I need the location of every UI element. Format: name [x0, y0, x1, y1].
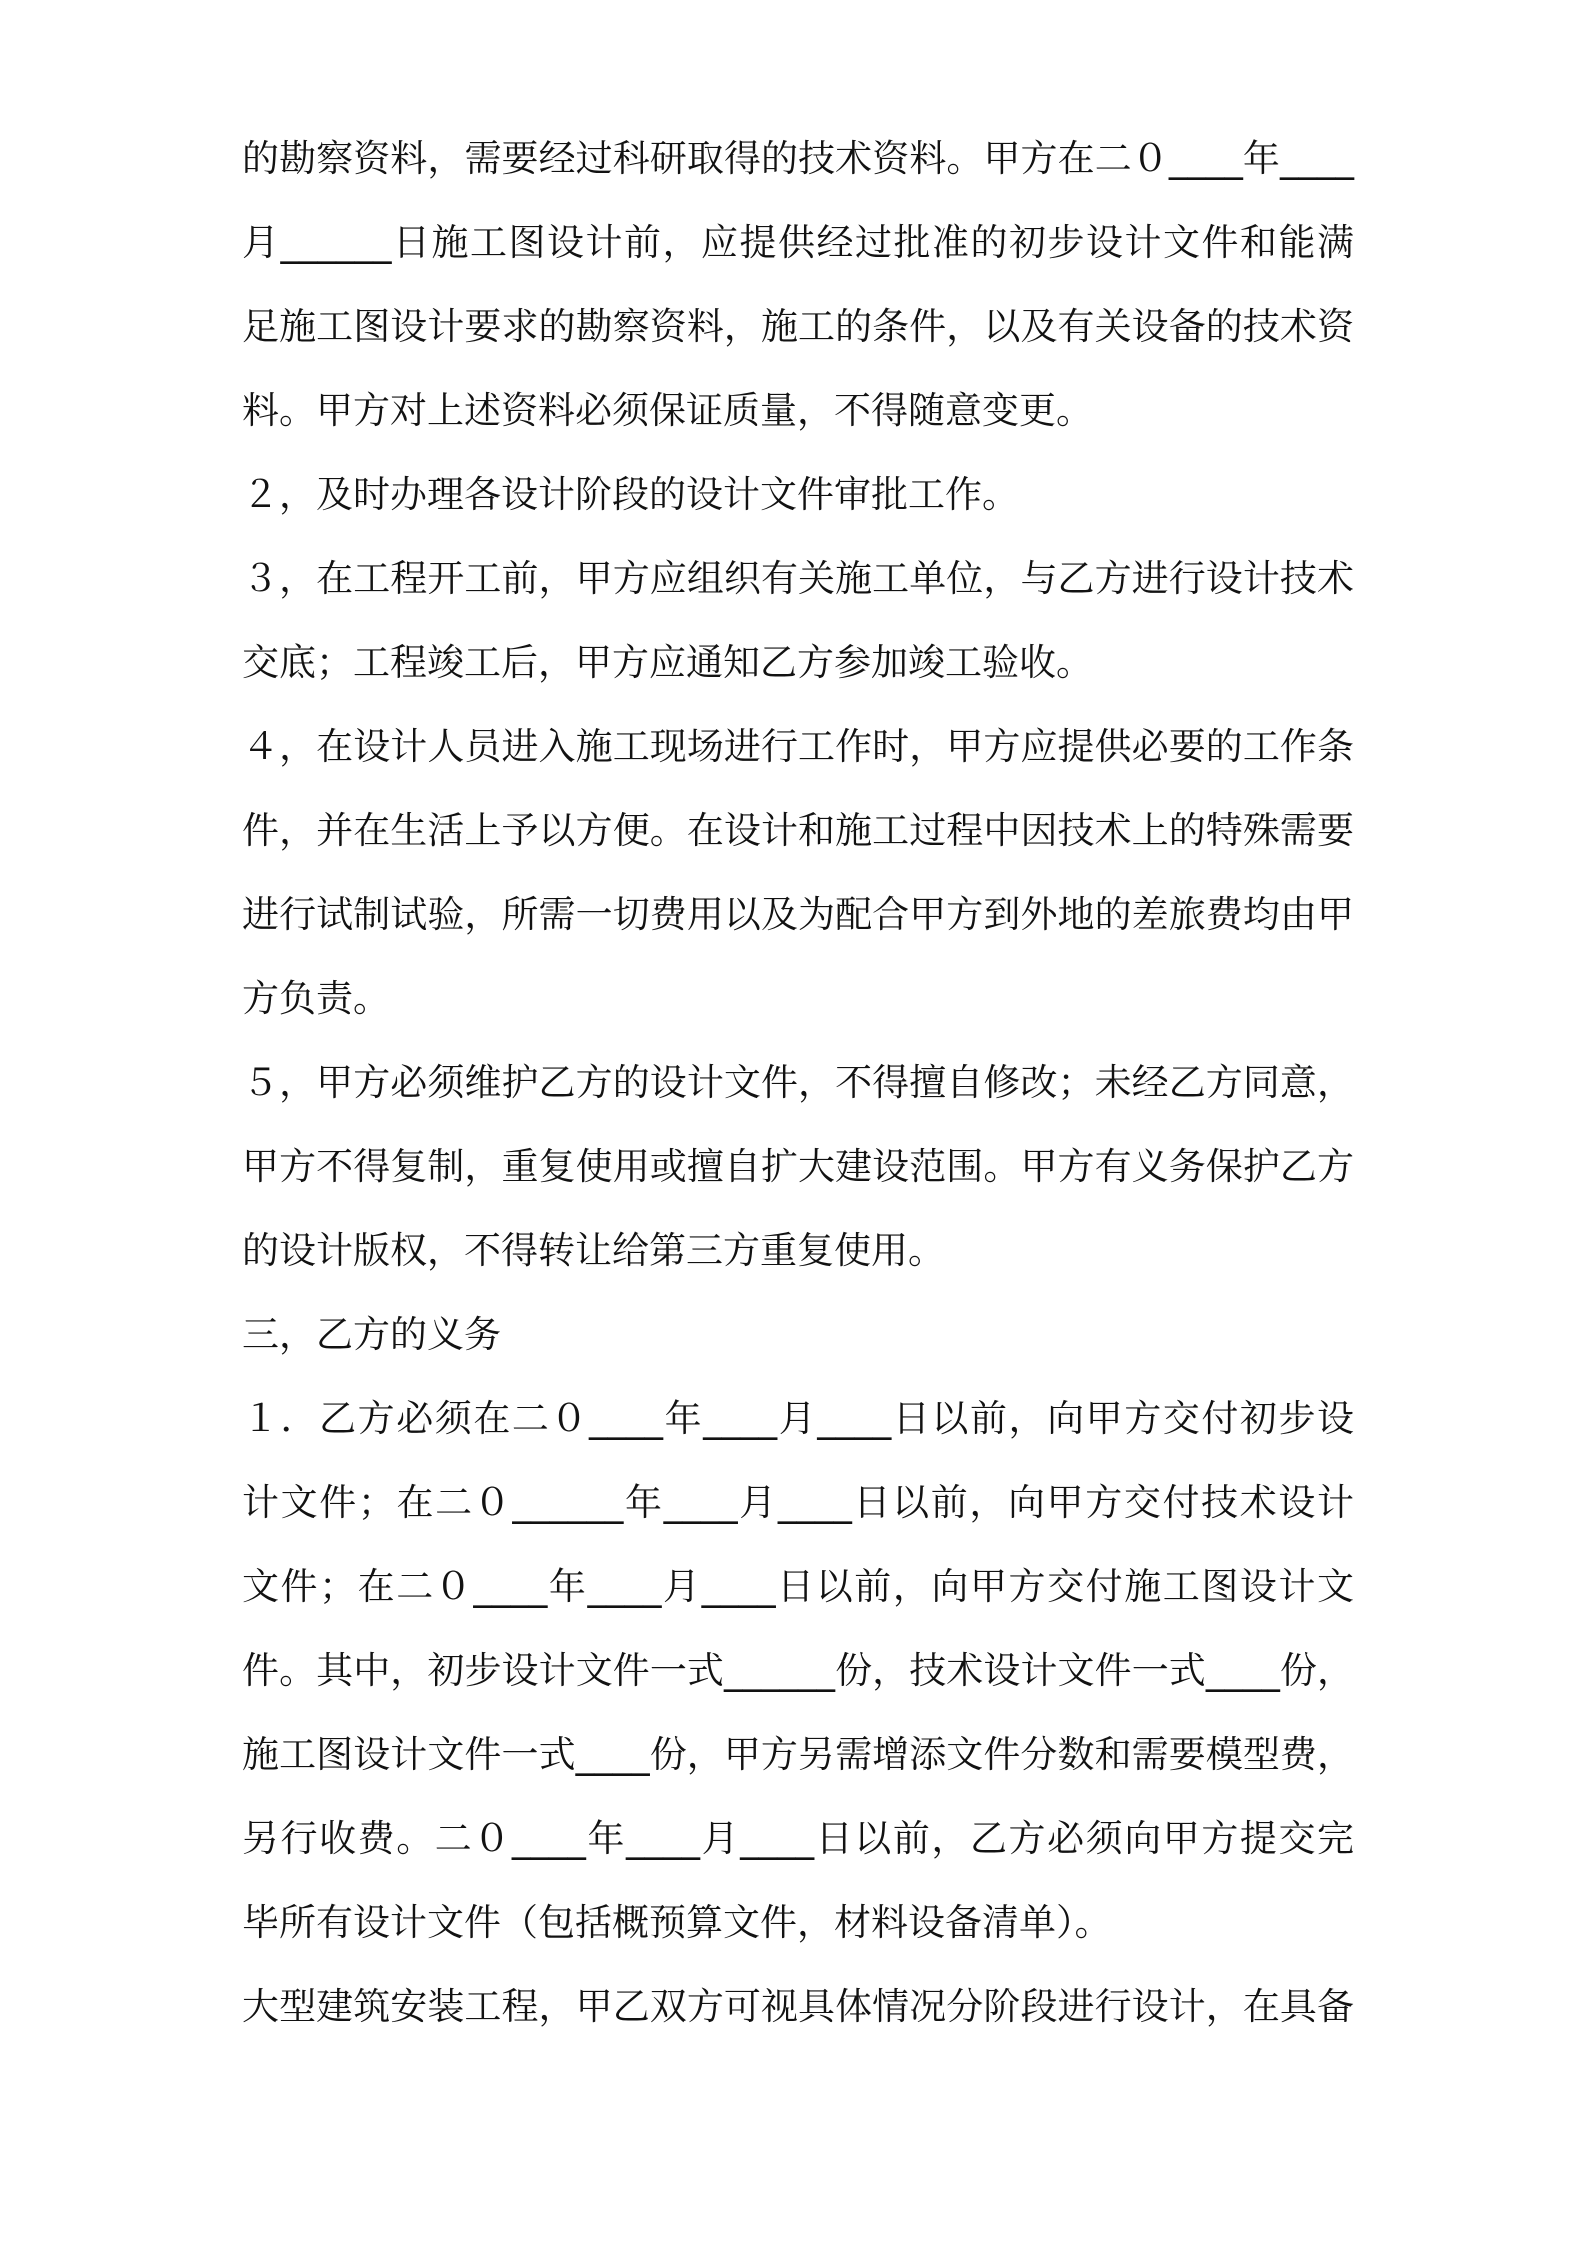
text-line: ３，在工程开工前，甲方应组织有关施工单位，与乙方进行设计技术: [242, 557, 1354, 600]
text-line: 月______日施工图设计前，应提供经过批准的初步设计文件和能满: [242, 221, 1354, 264]
text-line: 足施工图设计要求的勘察资料，施工的条件，以及有关设备的技术资: [242, 305, 1354, 348]
text-line: 的勘察资料，需要经过科研取得的技术资料。甲方在二０____年____: [242, 137, 1354, 180]
text-line: 方负责。: [242, 977, 390, 1020]
text-line: ２，及时办理各设计阶段的设计文件审批工作。: [242, 473, 1019, 516]
text-line: ４，在设计人员进入施工现场进行工作时，甲方应提供必要的工作条: [242, 725, 1354, 768]
text-line: 文件；在二０____年____月____日以前，向甲方交付施工图设计文: [242, 1565, 1354, 1608]
text-line: 的设计版权，不得转让给第三方重复使用。: [242, 1229, 945, 1272]
text-line: 甲方不得复制，重复使用或擅自扩大建设范围。甲方有义务保护乙方: [242, 1145, 1354, 1188]
text-line: 交底；工程竣工后，甲方应通知乙方参加竣工验收。: [242, 641, 1093, 684]
text-line: ５，甲方必须维护乙方的设计文件，不得擅自修改；未经乙方同意，: [242, 1061, 1354, 1104]
text-line: 毕所有设计文件（包括概预算文件，材料设备清单）。: [242, 1901, 1112, 1944]
text-line: 料。甲方对上述资料必须保证质量，不得随意变更。: [242, 389, 1093, 432]
text-line: 进行试制试验，所需一切费用以及为配合甲方到外地的差旅费均由甲: [242, 893, 1354, 936]
text-line: 施工图设计文件一式____份，甲方另需增添文件分数和需要模型费，: [242, 1733, 1354, 1776]
section-heading: 三，乙方的义务: [242, 1313, 501, 1356]
text-line: 另行收费。二０____年____月____日以前，乙方必须向甲方提交完: [242, 1817, 1354, 1860]
text-line: 大型建筑安装工程，甲乙双方可视具体情况分阶段进行设计，在具备: [242, 1985, 1354, 2028]
text-line: 件。其中，初步设计文件一式______份，技术设计文件一式____份，: [242, 1649, 1354, 1692]
text-line: 件，并在生活上予以方便。在设计和施工过程中因技术上的特殊需要: [242, 809, 1354, 852]
text-line: １．乙方必须在二０____年____月____日以前，向甲方交付初步设: [242, 1397, 1354, 1440]
text-line: 计文件；在二０______年____月____日以前，向甲方交付技术设计: [242, 1481, 1354, 1524]
